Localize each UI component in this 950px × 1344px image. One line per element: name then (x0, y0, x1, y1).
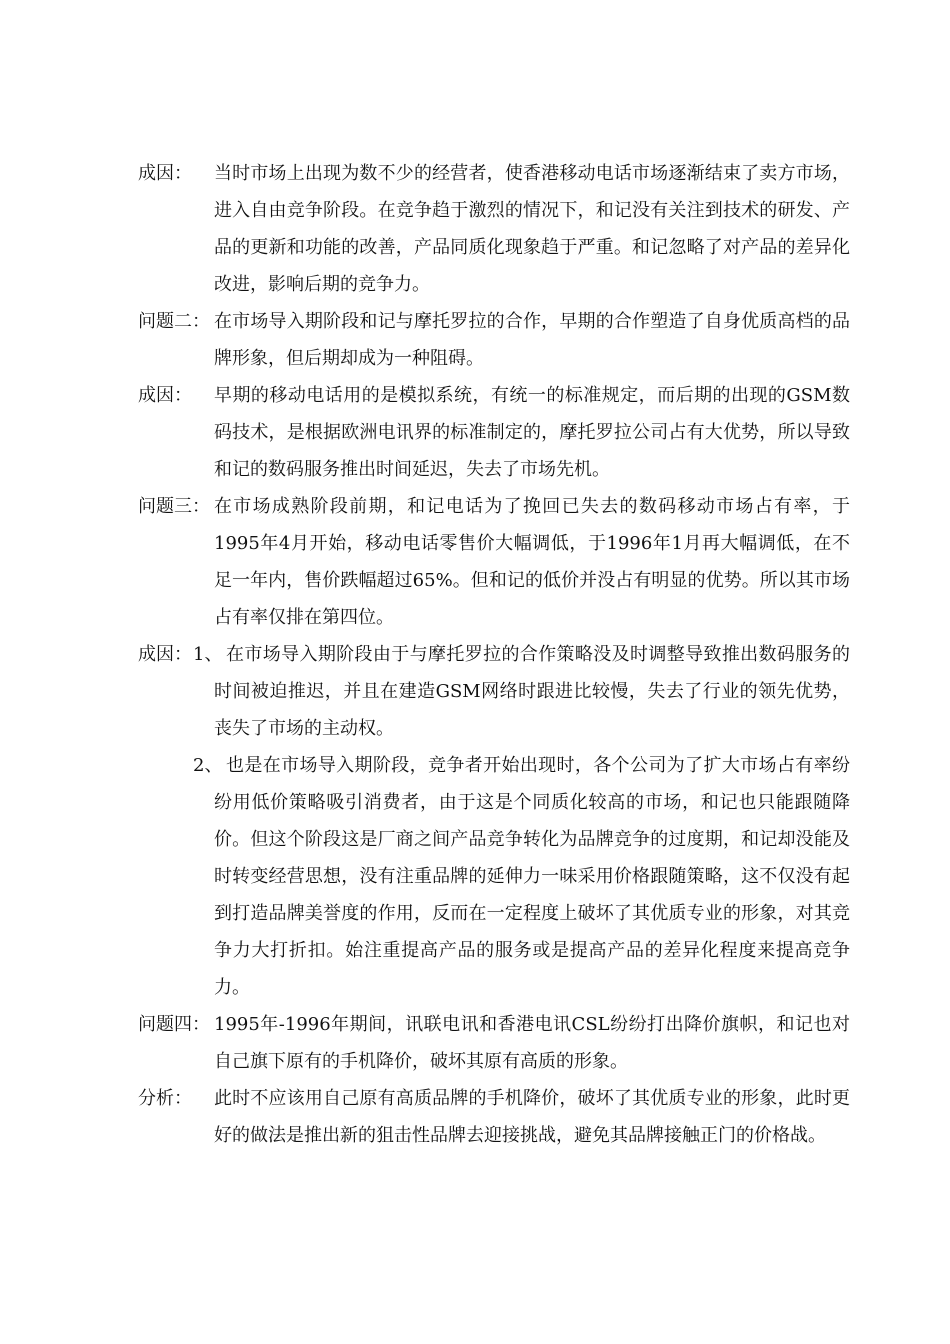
section-cause-2 (138, 377, 850, 488)
section-problem-3 (138, 488, 850, 636)
section-label: 问题三： (138, 496, 210, 517)
section-cause-3 (138, 636, 850, 747)
section-analysis (138, 1080, 850, 1154)
item-text: 在市场导入期阶段由于与摩托罗拉的合作策略没及时调整导致推出数码服务的时间被迫推迟，并且在建造GSM网络时跟进比较慢，失去了行业的领先优势，丧失了市场的主动权。 (214, 644, 850, 739)
section-text: 当时市场上出现为数不少的经营者，使香港移动电话市场逐渐结束了卖方市场，进入自由竞争阶段。在竞争趋于激烈的情况下，和记没有关注到技术的研发、产品的更新和功能的改善，产品同质化现象趋于严重。和记忽略了对产品的差异化改进，影响后期的竞争力。 (214, 163, 850, 295)
section-text: 早期的移动电话用的是模拟系统，有统一的标准规定，而后期的出现的GSM数码技术，是根据欧洲电讯界的标准制定的，摩托罗拉公司占有大优势，所以导致和记的数码服务推出时间延迟，失去了市场先机。 (214, 385, 850, 480)
section-text: 1995年-1996年期间，讯联电讯和香港电讯CSL纷纷打出降价旗帜，和记也对自己旗下原有的手机降价，破坏其原有高质的形象。 (214, 1014, 850, 1072)
section-label: 成因： (138, 163, 192, 184)
section-text: 在市场导入期阶段和记与摩托罗拉的合作，早期的合作塑造了自身优质高档的品牌形象，但后期却成为一种阻碍。 (214, 311, 850, 369)
section-label: 成因： (138, 644, 192, 665)
section-problem-4 (138, 1006, 850, 1080)
section-problem-2 (138, 303, 850, 377)
section-cause-3-item-2 (138, 747, 850, 1006)
section-text: 此时不应该用自己原有高质品牌的手机降价，破坏了其优质专业的形象，此时更好的做法是推出新的狙击性品牌去迎接挑战，避免其品牌接触正门的价格战。 (214, 1088, 850, 1146)
section-label: 分析： (138, 1088, 192, 1109)
section-label: 问题二： (138, 311, 210, 332)
section-label: 问题四： (138, 1014, 210, 1035)
section-text: 在市场成熟阶段前期，和记电话为了挽回已失去的数码移动市场占有率，于1995年4月开始，移动电话零售价大幅调低，于1996年1月再大幅调低，在不足一年内，售价跌幅超过65%。但和记的低价并没占有明显的优势。所以其市场占有率仅排在第四位。 (214, 496, 850, 628)
item-text: 也是在市场导入期阶段，竞争者开始出现时，各个公司为了扩大市场占有率纷纷用低价策略吸引消费者，由于这是个同质化较高的市场，和记也只能跟随降价。但这个阶段这是厂商之间产品竞争转化为品牌竞争的过度期，和记却没能及时转变经营思想，没有注重品牌的延伸力一味采用价格跟随策略，这不仅没有起到打造品牌美誉度的作用，反而在一定程度上破坏了其优质专业的形象，对其竞争力大打折扣。始注重提高产品的服务或是提高产品的差异化程度来提高竞争力。 (214, 755, 850, 998)
section-label: 成因： (138, 385, 192, 406)
section-cause-1 (138, 155, 850, 303)
item-number: 1、 (193, 644, 223, 665)
item-number: 2、 (193, 755, 223, 776)
